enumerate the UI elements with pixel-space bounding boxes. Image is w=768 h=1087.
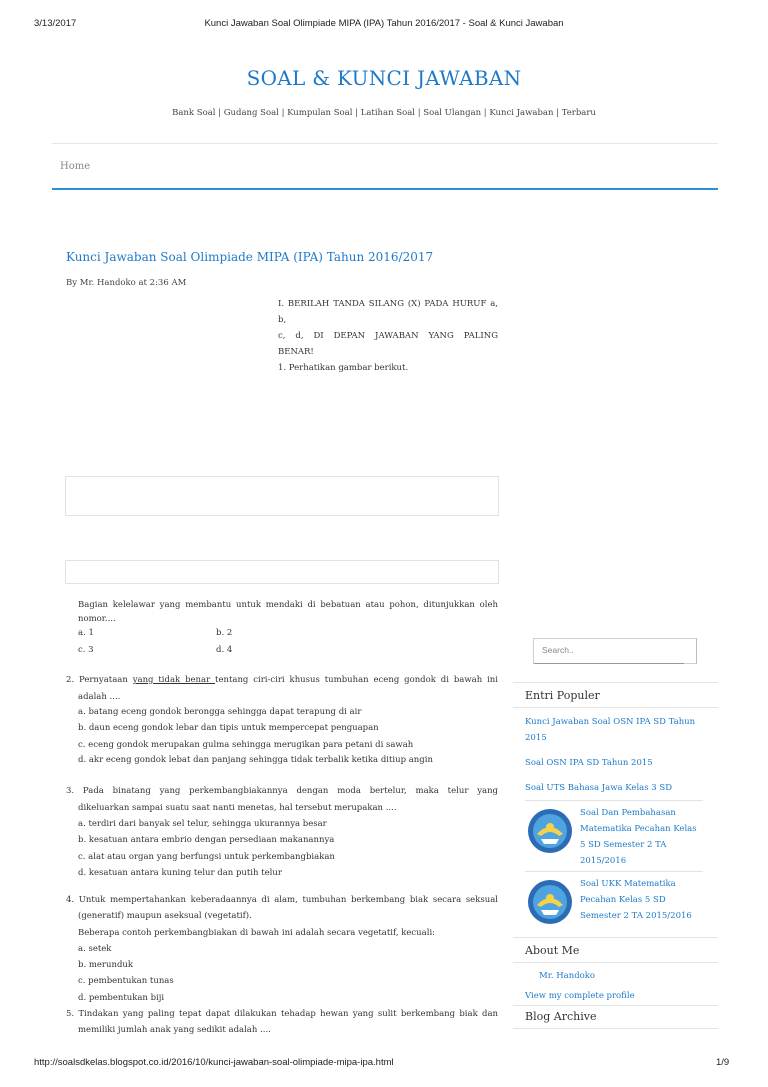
search-placeholder: Search..	[542, 645, 574, 655]
question-text: Beberapa contoh perkembangbiakan di bawah ini adalah secara vegetatif, kecuali:	[78, 928, 436, 938]
print-url: http://soalsdkelas.blogspot.co.id/2016/10/kunci-jawaban-soal-olimpiade-mipa-ipa.html	[34, 1057, 394, 1068]
category-links[interactable]: Bank Soal | Gudang Soal | Kumpulan Soal | Latihan Soal | Soal Ulangan | Kunci Jawaban | Terbaru	[172, 108, 596, 118]
question-text	[66, 672, 498, 689]
popular-post-link[interactable]: Soal OSN IPA SD Tahun 2015	[525, 758, 653, 768]
question-4-text: 4. Untuk mempertahankan keberadaannya di alam, tumbuhan berkembang biak secara seksual	[66, 895, 498, 905]
question-text: (generatif) maupun aseksual (vegetatif).	[78, 911, 252, 921]
question-text: dikeluarkan sampai suatu saat nanti menetas, hal tersebut merupakan ....	[78, 803, 397, 813]
nav-bar	[52, 143, 718, 190]
thumb-post-link[interactable]	[580, 876, 705, 924]
popular-title: Entri Populer	[525, 689, 600, 702]
image-placeholder-box	[65, 476, 499, 516]
about-title: About Me	[525, 944, 580, 957]
question-text: Bagian kelelawar yang membantu untuk mendaki di bebatuan atau pohon, ditunjukkan oleh	[78, 600, 498, 610]
question-text: adalah ....	[78, 692, 121, 702]
question-text: memiliki jumlah anak yang sedikit adalah ....	[78, 1025, 271, 1035]
tut-wuri-logo-thumbnail[interactable]	[527, 808, 573, 854]
option-a: a. 1	[78, 628, 94, 638]
print-page-number: 1/9	[716, 1057, 730, 1068]
instruction-block	[278, 296, 498, 376]
option-d: d. 4	[216, 645, 233, 655]
option-b: b. 2	[216, 628, 233, 638]
instruction-line: I. BERILAH TANDA SILANG (X) PADA HURUF a, b,	[278, 299, 498, 325]
instruction-line: BENAR!	[278, 347, 314, 357]
popular-post-line[interactable]: 2015	[525, 733, 547, 743]
option-b: b. kesatuan antara embrio dengan persediaan makanannya	[78, 835, 335, 845]
thumb-post-line[interactable]: Semester 2 TA 2015/2016	[580, 911, 692, 921]
option-d: d. akr eceng gondok lebat dan panjang sehingga tidak terbalik ketika ditiup angin	[78, 755, 433, 765]
question-1	[78, 597, 498, 628]
print-title: Kunci Jawaban Soal Olimpiade MIPA (IPA) Tahun 2016/2017 - Soal & Kunci Jawaban	[204, 18, 564, 29]
print-date: 3/13/2017	[34, 18, 77, 29]
post-title[interactable]: Kunci Jawaban Soal Olimpiade MIPA (IPA) Tahun 2016/2017	[66, 250, 434, 264]
author-link[interactable]: Mr. Handoko	[539, 971, 596, 981]
q2-underlined: yang tidak benar	[132, 675, 216, 685]
popular-post-line[interactable]: Kunci Jawaban Soal OSN IPA SD Tahun	[525, 717, 696, 727]
post-byline: By Mr. Handoko at 2:36 AM	[66, 278, 187, 288]
option-c: c. eceng gondok merupakan gulma sehingga merugikan para petani di sawah	[78, 740, 414, 750]
option-a: a. batang eceng gondok berongga sehingga dapat terapung di air	[78, 707, 362, 717]
option-c: c. 3	[78, 645, 94, 655]
option-c: c. pembentukan tunas	[78, 976, 174, 986]
option-b: b. daun eceng gondok lebar dan tipis untuk mempercepat penguapan	[78, 723, 379, 733]
instruction-q1: 1. Perhatikan gambar berikut.	[278, 363, 409, 373]
question-2	[66, 672, 498, 689]
thumb-post-line[interactable]: Soal UKK Matematika	[580, 879, 676, 889]
thumb-post-line[interactable]: Matematika Pecahan Kelas	[580, 824, 697, 834]
instruction-line: c, d, DI DEPAN JAWABAN YANG PALING	[278, 331, 498, 341]
thumb-post-line[interactable]: Pecahan Kelas 5 SD	[580, 895, 666, 905]
thumb-post-line[interactable]: Soal Dan Pembahasan	[580, 808, 676, 818]
q2-pre: 2. Pernyataan	[66, 675, 133, 685]
q2-post: tentang ciri-ciri khusus tumbuhan eceng gondok di bawah ini	[215, 675, 498, 685]
option-d: d. pembentukan biji	[78, 993, 165, 1003]
option-b: b. merunduk	[78, 960, 134, 970]
question-3-text: 3. Pada binatang yang perkembangbiakannya dengan moda bertelur, maka telur yang	[66, 786, 498, 796]
popular-post-link[interactable]	[525, 714, 705, 746]
site-title[interactable]: SOAL & KUNCI JAWABAN	[246, 66, 522, 90]
thumb-post-line[interactable]: 2015/2016	[580, 856, 627, 866]
question-text: nomor....	[78, 614, 116, 624]
thumb-post-line[interactable]: 5 SD Semester 2 TA	[580, 840, 667, 850]
thumb-post-link[interactable]	[580, 805, 705, 869]
question-5-text: 5. Tindakan yang paling tepat dapat dilakukan tehadap hewan yang sulit berkembang biak dan	[66, 1009, 498, 1019]
profile-link[interactable]: View my complete profile	[525, 991, 635, 1001]
option-c: c. alat atau organ yang berfungsi untuk perkembangbiakan	[78, 852, 335, 862]
nav-home-link[interactable]: Home	[60, 161, 91, 172]
option-d: d. kesatuan antara kuning telur dan putih telur	[78, 868, 282, 878]
tut-wuri-logo-thumbnail[interactable]	[527, 879, 573, 925]
search-input[interactable]	[533, 638, 697, 664]
image-placeholder-box	[65, 560, 499, 584]
archive-title: Blog Archive	[525, 1010, 597, 1023]
popular-post-link[interactable]: Soal UTS Bahasa Jawa Kelas 3 SD	[525, 783, 673, 793]
option-a: a. setek	[78, 944, 112, 954]
option-a: a. terdiri dari banyak sel telur, sehingga ukurannya besar	[78, 819, 327, 829]
